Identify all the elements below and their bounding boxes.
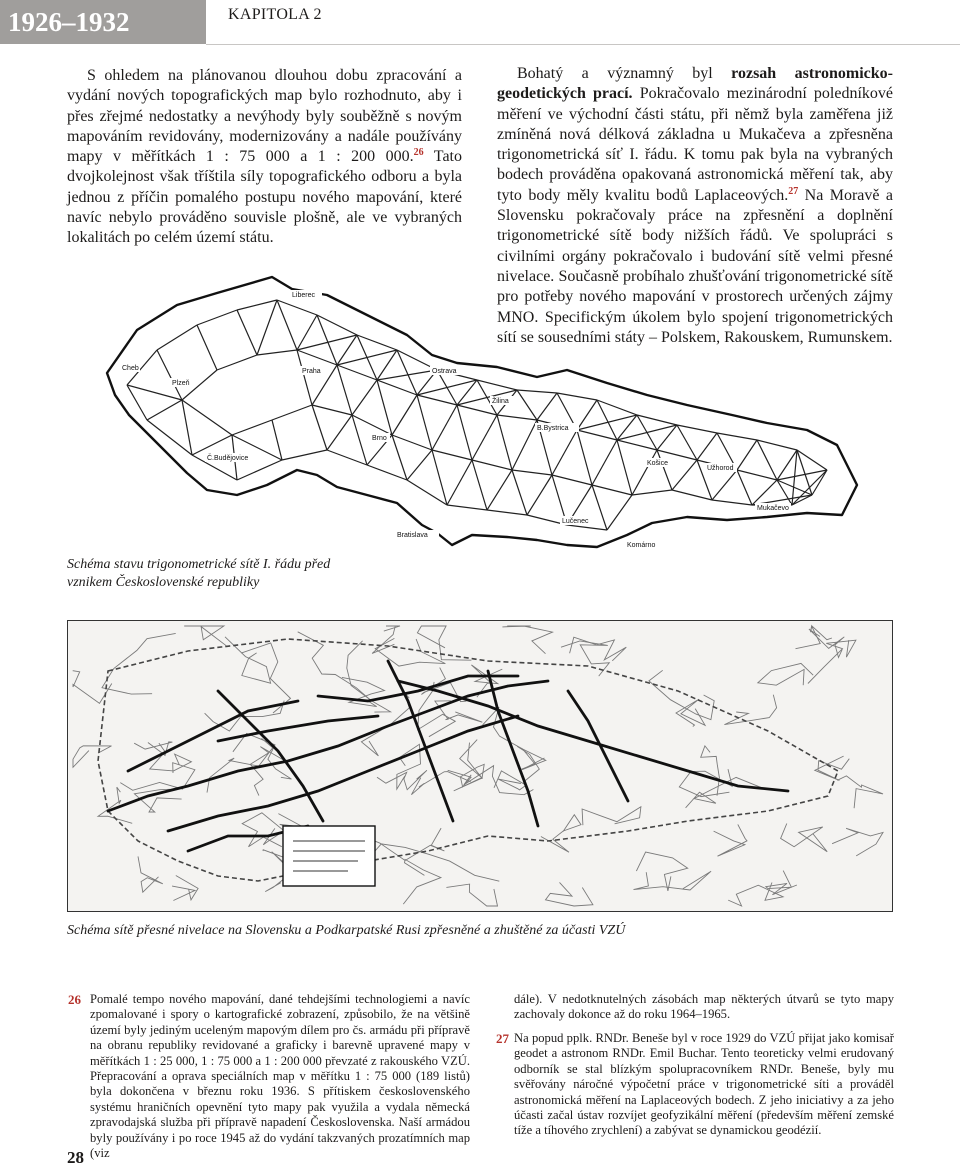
thin-route — [676, 699, 705, 726]
network-edge — [447, 460, 472, 505]
network-edge — [157, 350, 182, 400]
map-city-label: Liberec — [292, 292, 315, 299]
network-edge — [712, 500, 752, 505]
network-edge — [257, 300, 277, 355]
thin-route — [570, 637, 627, 661]
network-edge — [737, 470, 777, 480]
thin-route — [403, 859, 441, 904]
network-edge — [272, 405, 312, 420]
leveling-network-map — [67, 620, 893, 912]
thin-route — [634, 871, 712, 890]
network-edge — [447, 505, 487, 510]
network-edge — [392, 435, 407, 480]
map-city-label: Cheb — [122, 365, 139, 372]
map-city-label: Č.Budějovice — [207, 455, 249, 462]
network-edge — [552, 430, 577, 475]
network-edge — [417, 395, 457, 405]
leveling-line — [218, 716, 378, 741]
network-edge — [282, 450, 327, 460]
network-edge — [757, 440, 777, 480]
network-edge — [517, 390, 537, 420]
bold-phrase: rozsah astronomicko-geodetických prací. — [497, 65, 893, 103]
leveling-line — [568, 691, 628, 801]
text-run: S ohledem na plánovanou dlouhou dobu zpracování a vydání nových topografických map bylo rozhodnuto, aby i přes zřejmé nedostatky a nevýhody byly souběžně s novým mapováním revidovány, modernizovány a nadále používány mapy v měřítkách 1 : 75 000 a 1 : 200 000. — [67, 67, 462, 166]
thin-route — [561, 641, 609, 676]
network-edge — [672, 490, 712, 500]
network-edge — [617, 425, 677, 440]
thin-route — [342, 677, 385, 706]
network-edge — [677, 425, 697, 460]
map-city-label: Komárno — [627, 542, 656, 549]
thin-route — [225, 637, 271, 683]
network-edge — [352, 415, 392, 435]
network-edge — [392, 395, 417, 435]
network-edge — [557, 393, 597, 400]
thin-route — [758, 663, 813, 685]
trigonometric-network-map — [67, 255, 897, 555]
network-edge — [317, 315, 357, 335]
network-edge — [197, 325, 217, 370]
thin-route — [541, 815, 581, 853]
network-edge — [217, 355, 257, 370]
network-edge — [657, 450, 672, 490]
network-edge — [472, 415, 497, 460]
network-edge — [512, 470, 552, 475]
network-edge — [277, 300, 317, 315]
thin-route — [837, 776, 883, 808]
thin-route — [134, 742, 172, 756]
map-city-label: B.Bystrica — [537, 425, 569, 432]
page-number: 28 — [67, 1148, 84, 1167]
network-edge — [237, 310, 257, 355]
network-edge — [147, 420, 192, 455]
left-column-text — [67, 66, 462, 249]
network-edge — [697, 433, 717, 460]
network-edge — [712, 470, 737, 500]
thin-route — [796, 626, 832, 649]
network-edge — [237, 300, 277, 310]
network-edge — [232, 420, 272, 435]
footnote-26-continuation: dále). V nedotknutelných zásobách map některých útvarů se tyto mapy zachovaly dokonce až do roku 1964–1965. — [514, 992, 894, 1022]
network-edge — [552, 475, 592, 485]
thin-route — [546, 882, 593, 906]
header-rule — [206, 44, 960, 45]
thin-route — [138, 856, 163, 892]
network-edge — [337, 365, 352, 415]
leveling-line — [128, 701, 298, 771]
thin-route — [781, 824, 828, 852]
network-edge — [592, 485, 607, 530]
map-city-label: Lučenec — [562, 518, 589, 525]
map-city-label: Praha — [302, 368, 321, 375]
network-edge — [512, 420, 537, 470]
network-edge — [517, 390, 557, 393]
map-city-label: Mukačevo — [757, 505, 789, 512]
network-edge — [797, 450, 812, 495]
network-edge — [297, 315, 317, 350]
leveling-map-drawing — [68, 621, 892, 911]
network-edge — [677, 425, 717, 433]
network-edge — [297, 350, 312, 405]
thin-route — [454, 740, 483, 791]
figure-caption-1: Schéma stavu trigonometrické sítě I. řádu před vznikem Československé republiky — [67, 557, 331, 590]
network-edge — [487, 470, 512, 510]
network-edge — [592, 440, 617, 485]
network-edge — [632, 490, 672, 495]
network-edge — [472, 460, 487, 510]
thin-route — [714, 824, 747, 856]
network-edge — [567, 525, 607, 530]
leveling-line — [108, 681, 548, 811]
network-edge — [737, 440, 757, 470]
map-city-label: Košice — [647, 460, 669, 467]
thin-route — [502, 626, 552, 654]
network-edge — [577, 430, 617, 440]
thin-route — [808, 640, 856, 683]
map-city-label: Plzeň — [172, 380, 190, 387]
footnote-27-text: Na popud pplk. RNDr. Beneše byl v roce 1929 do VZÚ přijat jako komisař geodet a astronom RNDr. Emil Buchar. Tento teoreticky velmi erudovaný odborník se stal blízkým spolupracovníkem RNDr. Beneše, byly mu svěřovány náročné výpočetní práce v trigonometrické síti a prováděl astronomická měření na Laplaceových bodech. Z jeho iniciativy a za jeho účasti začal ústav rozvíjet geofyzikální měření (především měření zemské tíže a tíhového zrychlení) a zabývat se dynamickou geodézií. — [514, 1031, 894, 1138]
thin-route — [172, 876, 198, 901]
years-label: 1926–1932 — [8, 6, 130, 37]
network-edge — [797, 450, 827, 470]
footnote-26-text: Pomalé tempo nového mapování, dané tehdejšími technologiemi a navíc zpomalované i spory o kartografické zobrazení, způsobilo, že na většině území byly jediným uceleným mapovým dílem pro čs. armádu při přípravě na obranu republiky revidované a graficky i barevně upravené mapy v měřítkách 1 : 25 000, 1 : 75 000 a 1 : 200 000 převzaté z rakouského VZÚ. Přepracování a oprava speciálních map v měřítku 1 : 75 000 (189 listů) byla dokončena v březnu roku 1936. S přítiskem československého systému hraničních opevnění tyto mapy pak využila a vydala německá zpravodajská služba při přípravě napadení Československa. Naší armádou byly používány i po roce 1945 až do vydání takzvaných prozatímních map (viz — [90, 992, 470, 1161]
thin-route — [73, 746, 112, 768]
network-edge — [327, 450, 367, 465]
thin-route — [728, 883, 783, 907]
thin-route — [435, 701, 482, 722]
network-edge — [182, 400, 232, 435]
thin-route — [446, 884, 497, 906]
network-edge — [432, 450, 472, 460]
map-city-label: Ostrava — [432, 368, 457, 375]
network-edge — [377, 380, 392, 435]
network-edge — [497, 415, 537, 420]
network-edge — [277, 300, 297, 350]
network-edge — [327, 415, 352, 450]
thin-route — [184, 626, 226, 646]
network-edge — [457, 405, 472, 460]
thin-route — [582, 807, 641, 825]
network-edge — [637, 415, 677, 425]
footnote-ref[interactable]: 27 — [788, 185, 799, 197]
text-run: Bohatý a významný byl — [517, 65, 732, 82]
network-edge — [672, 460, 697, 490]
network-edge — [197, 310, 237, 325]
network-edge — [312, 405, 327, 450]
paragraph — [67, 66, 462, 249]
network-edge — [757, 440, 797, 450]
chapter-years-tab — [0, 0, 206, 44]
network-edge — [477, 380, 517, 390]
network-edge — [632, 450, 657, 495]
network-edge — [607, 495, 632, 530]
leveling-line — [488, 671, 538, 826]
network-edge — [717, 433, 757, 440]
network-edge — [527, 475, 552, 515]
map-city-label: Užhorod — [707, 465, 734, 472]
footnote-number-27: 27 — [496, 1031, 509, 1046]
footnote-ref[interactable]: 26 — [413, 147, 424, 159]
map-city-label: Brno — [372, 435, 387, 442]
map-city-label: Bratislava — [397, 532, 428, 539]
network-edge — [417, 380, 477, 395]
network-edge — [297, 350, 337, 365]
network-edge — [352, 380, 377, 415]
thin-route — [636, 852, 687, 891]
network-edge — [777, 470, 827, 480]
network-edge — [367, 465, 407, 480]
thin-route — [649, 670, 714, 719]
network-edge — [512, 470, 527, 515]
network-edge — [272, 420, 282, 460]
network-edge — [537, 393, 557, 420]
thin-route — [102, 633, 176, 694]
network-edge — [147, 400, 182, 420]
network-edge — [577, 430, 592, 485]
thin-route — [241, 643, 290, 713]
network-edge — [592, 485, 632, 495]
network-edge — [472, 460, 512, 470]
network-edge — [417, 395, 432, 450]
network-edge — [792, 470, 827, 505]
network-edge — [432, 405, 457, 450]
figure-caption-2: Schéma sítě přesné nivelace na Slovensku a Podkarpatské Rusi zpřesněné a zhuštěné za účasti VZÚ — [67, 923, 626, 938]
network-edge — [617, 440, 657, 450]
network-edge — [497, 415, 512, 470]
chapter-label: KAPITOLA 2 — [228, 6, 322, 23]
network-edge — [617, 440, 632, 495]
network-edge — [157, 325, 197, 350]
network-edge — [182, 400, 192, 455]
map-legend-box — [283, 826, 375, 886]
text-run: Na Moravě a Slovensku pokračovaly práce na zpřesnění a doplnění trigonometrické sítě body nižších řádů. Ve spolupráci s civilními orgány pokračovalo i budování sítě velmi přesné nivelace. Současně probíhalo zhušťování trigonometrické sítě pro potřeby nového mapování v prostorech určených zájmy MNO. Specifickým úkolem bylo spojení trigonometrických sítí se sousedními státy – Polskem, Rakouskem, Rumunskem. — [497, 186, 894, 346]
footnote-number-26: 26 — [68, 992, 81, 1007]
thin-route — [242, 813, 286, 847]
network-edge — [392, 435, 432, 450]
network-edge — [192, 435, 232, 455]
network-edge — [312, 405, 352, 415]
text-run: Pokračovalo mezinárodní poledníkové měření ve východní části státu, při němž byla zaměřena již zmíněná nová délková základna u Mukačeva a zpřesněna trigonometrická síť I. řádu. K tomu pak byla na vybraných bodech prováděna opakovaná astronomická měření tak, aby tyto body měly kvalitu bodů Laplaceových. — [497, 85, 893, 204]
network-edge — [257, 350, 297, 355]
network-edge — [317, 315, 337, 365]
network-edge — [777, 450, 797, 480]
network-edge — [237, 460, 282, 480]
map-city-label: Žilina — [492, 398, 509, 405]
network-edge — [792, 450, 797, 505]
network-edge — [737, 470, 752, 505]
thin-route — [724, 695, 776, 725]
network-edge — [352, 415, 367, 465]
network-edge — [407, 450, 432, 480]
thin-route — [832, 828, 883, 856]
text-run: Tato dvojkolejnost však tříštila síly topografického odboru a byla jednou z příčin pomalého postupu nového mapování, které navíc nebylo prováděno souvisle plošně, ale ve vybraných lokalitách po celém území státu. — [67, 148, 462, 247]
network-edge — [127, 385, 182, 400]
network-edge — [457, 405, 497, 415]
network-edge — [487, 510, 527, 515]
